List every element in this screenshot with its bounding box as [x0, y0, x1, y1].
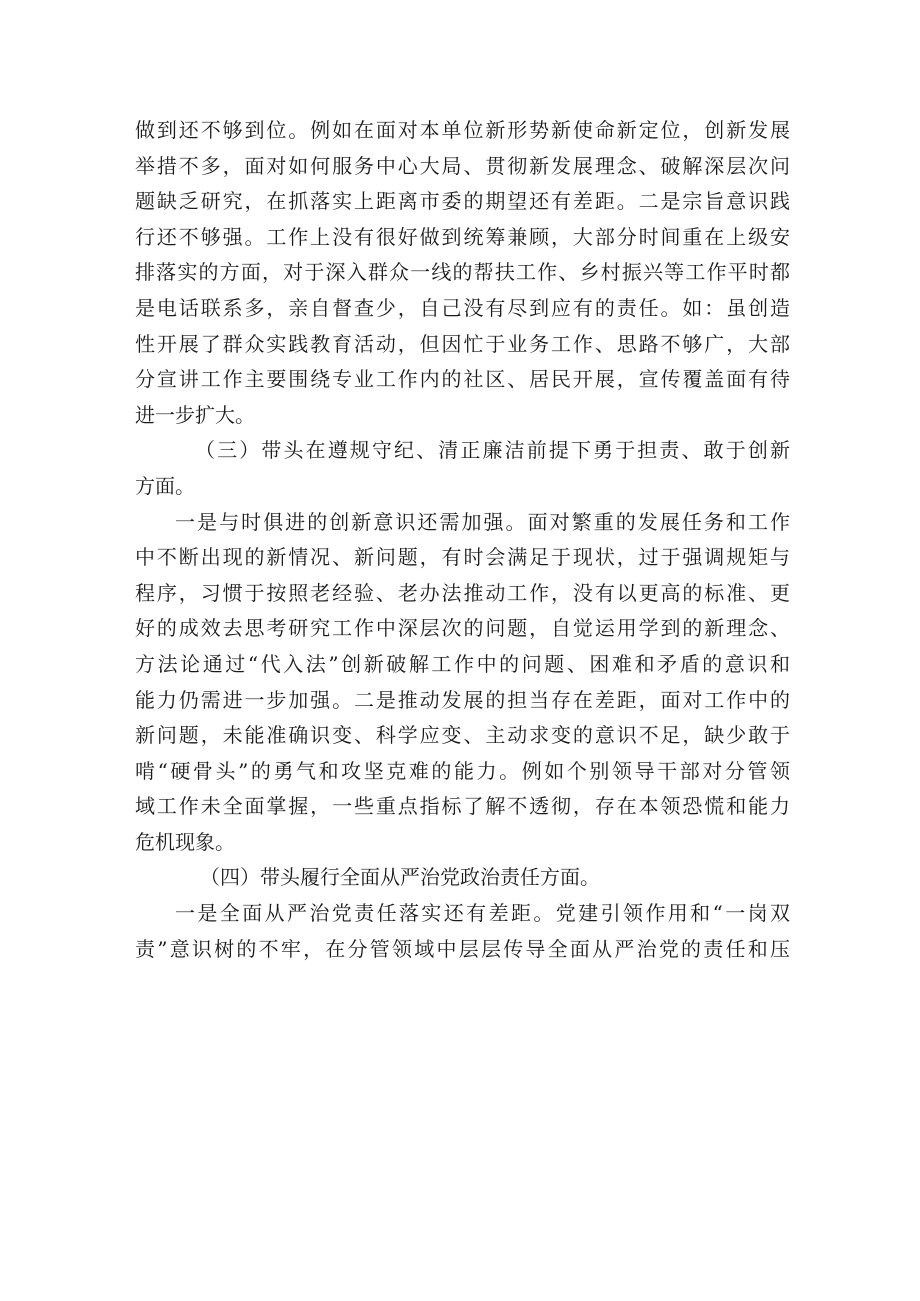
- text-line: 一是全面从严治党责任落实还有差距。党建引领作用和“一岗双: [175, 901, 790, 926]
- text-line: 危机现象。: [135, 829, 235, 854]
- text-line: （四）带头履行全面从严治党政治责任方面。: [200, 865, 600, 890]
- text-line: 责”意识树的不牢，在分管领域中层层传导全面从严治党的责任和压: [135, 936, 790, 961]
- text-line: 中不断出现的新情况、新问题，有时会满足于现状，过于强调规矩与: [135, 545, 790, 570]
- text-line: 啃“硬骨头”的勇气和攻坚克难的能力。例如个别领导干部对分管领: [135, 758, 790, 783]
- text-line: 分宣讲工作主要围绕专业工作内的社区、居民开展，宣传覆盖面有待: [135, 367, 790, 392]
- text-line: 方法论通过“代入法”创新破解工作中的问题、困难和矛盾的意识和: [135, 651, 790, 676]
- text-line: 方面。: [135, 473, 195, 498]
- text-line: （三）带头在遵规守纪、清正廉洁前提下勇于担责、敢于创新: [195, 438, 790, 463]
- text-line: 新问题，未能准确识变、科学应变、主动求变的意识不足，缺少敢于: [135, 723, 790, 748]
- text-line: 程序，习惯于按照老经验、老办法推动工作，没有以更高的标准、更: [135, 580, 790, 605]
- text-line: 是电话联系多，亲自督查少，自己没有尽到应有的责任。如：虽创造: [135, 295, 790, 320]
- text-line: 好的成效去思考研究工作中深层次的问题，自觉运用学到的新理念、: [135, 616, 790, 641]
- document-body: [135, 113, 790, 967]
- text-line: 一是与时俱进的创新意识还需加强。面对繁重的发展任务和工作: [175, 509, 790, 534]
- text-line: 行还不够强。工作上没有很好做到统筹兼顾，大部分时间重在上级安: [135, 224, 790, 249]
- text-line: 做到还不够到位。例如在面对本单位新形势新使命新定位，创新发展: [135, 118, 790, 142]
- text-line: 举措不多，面对如何服务中心大局、贯彻新发展理念、破解深层次问: [135, 153, 790, 178]
- text-line: 域工作未全面掌握，一些重点指标了解不透彻，存在本领恐慌和能力: [135, 794, 790, 819]
- text-line: 能力仍需进一步加强。二是推动发展的担当存在差距，面对工作中的: [135, 687, 790, 712]
- text-line: 性开展了群众实践教育活动，但因忙于业务工作、思路不够广，大部: [135, 331, 790, 356]
- text-line: 进一步扩大。: [135, 402, 255, 427]
- text-line: 排落实的方面，对于深入群众一线的帮扶工作、乡村振兴等工作平时都: [135, 260, 790, 285]
- text-line: 题缺乏研究，在抓落实上距离市委的期望还有差距。二是宗旨意识践: [135, 189, 790, 214]
